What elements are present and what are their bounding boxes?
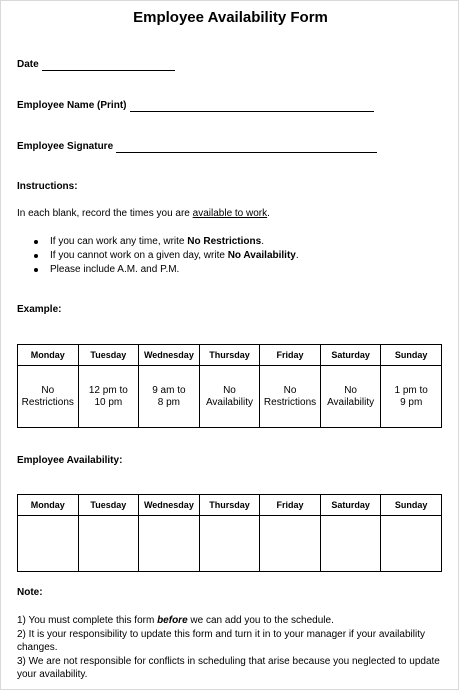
table-header-row	[18, 495, 442, 516]
list-item	[50, 249, 299, 263]
example-cell-wednesday: 9 am to 8 pm	[139, 366, 200, 428]
note-line-1: 1) You must complete this form before we can add you to the schedule.	[17, 615, 334, 626]
instructions-intro-suffix: .	[267, 208, 270, 219]
page-title: Employee Availability Form	[133, 9, 328, 26]
table-row	[18, 516, 442, 572]
table-header-row	[18, 345, 442, 366]
bullet-icon	[34, 254, 38, 258]
note-heading: Note:	[17, 587, 43, 598]
column-header-thursday: Thursday	[199, 345, 260, 366]
column-header-wednesday: Wednesday	[139, 495, 200, 516]
bullet-text: If you cannot work on a given day, write	[50, 250, 228, 261]
column-header-friday: Friday	[260, 345, 321, 366]
bullet-icon	[34, 240, 38, 244]
note-body	[17, 614, 447, 682]
column-header-sunday: Sunday	[381, 345, 442, 366]
availability-cell-sunday[interactable]	[381, 516, 442, 572]
availability-cell-saturday[interactable]	[320, 516, 381, 572]
column-header-thursday: Thursday	[199, 495, 260, 516]
column-header-wednesday: Wednesday	[139, 345, 200, 366]
employee-signature-label: Employee Signature	[17, 141, 114, 152]
example-table	[17, 344, 442, 428]
bullet-suffix: .	[261, 236, 264, 247]
example-cell-saturday: No Availability	[320, 366, 381, 428]
table-row	[18, 366, 442, 428]
bullet-text: If you can work any time, write	[50, 236, 188, 247]
example-cell-monday: No Restrictions	[18, 366, 79, 428]
availability-cell-monday[interactable]	[18, 516, 79, 572]
instructions-intro-underlined: available to work	[192, 208, 268, 219]
example-cell-friday: No Restrictions	[260, 366, 321, 428]
instructions-intro	[17, 208, 270, 219]
bullet-bold-text: No Availability	[227, 250, 296, 261]
column-header-friday: Friday	[260, 495, 321, 516]
note-line-2-cont: changes.	[17, 642, 58, 653]
availability-heading: Employee Availability:	[17, 455, 123, 466]
column-header-saturday: Saturday	[320, 345, 381, 366]
column-header-tuesday: Tuesday	[78, 495, 139, 516]
availability-cell-thursday[interactable]	[199, 516, 260, 572]
note-line-2: 2) It is your responsibility to update this form and turn it in to your manager if your availability	[17, 628, 425, 640]
note-line-3: 3) We are not responsible for conflicts in scheduling that arise because you neglected to update	[17, 655, 440, 667]
instructions-intro-text: In each blank, record the times you are	[17, 208, 193, 219]
instructions-list	[50, 235, 430, 279]
availability-cell-friday[interactable]	[260, 516, 321, 572]
example-cell-thursday: No Availability	[199, 366, 260, 428]
list-item	[50, 263, 299, 277]
employee-name-label: Employee Name (Print)	[17, 100, 127, 111]
column-header-saturday: Saturday	[320, 495, 381, 516]
column-header-tuesday: Tuesday	[78, 345, 139, 366]
bullet-icon	[34, 268, 38, 272]
employee-name-field[interactable]	[130, 111, 374, 112]
example-cell-sunday: 1 pm to 9 pm	[381, 366, 442, 428]
bullet-text: Please include A.M. and P.M.	[50, 264, 180, 275]
availability-table	[17, 494, 442, 572]
availability-cell-wednesday[interactable]	[139, 516, 200, 572]
bullet-suffix: .	[295, 250, 299, 261]
availability-cell-tuesday[interactable]	[78, 516, 139, 572]
example-cell-tuesday: 12 pm to 10 pm	[78, 366, 139, 428]
note-line-3-cont: your availability.	[17, 669, 88, 680]
list-item	[50, 235, 299, 249]
column-header-monday: Monday	[18, 495, 79, 516]
date-field[interactable]	[42, 70, 175, 71]
bullet-bold-text: No Restrictions	[187, 236, 262, 247]
date-label: Date	[17, 59, 39, 70]
column-header-sunday: Sunday	[381, 495, 442, 516]
employee-signature-field[interactable]	[116, 152, 377, 153]
instructions-heading: Instructions:	[17, 181, 78, 192]
column-header-monday: Monday	[18, 345, 79, 366]
example-heading: Example:	[17, 304, 62, 315]
